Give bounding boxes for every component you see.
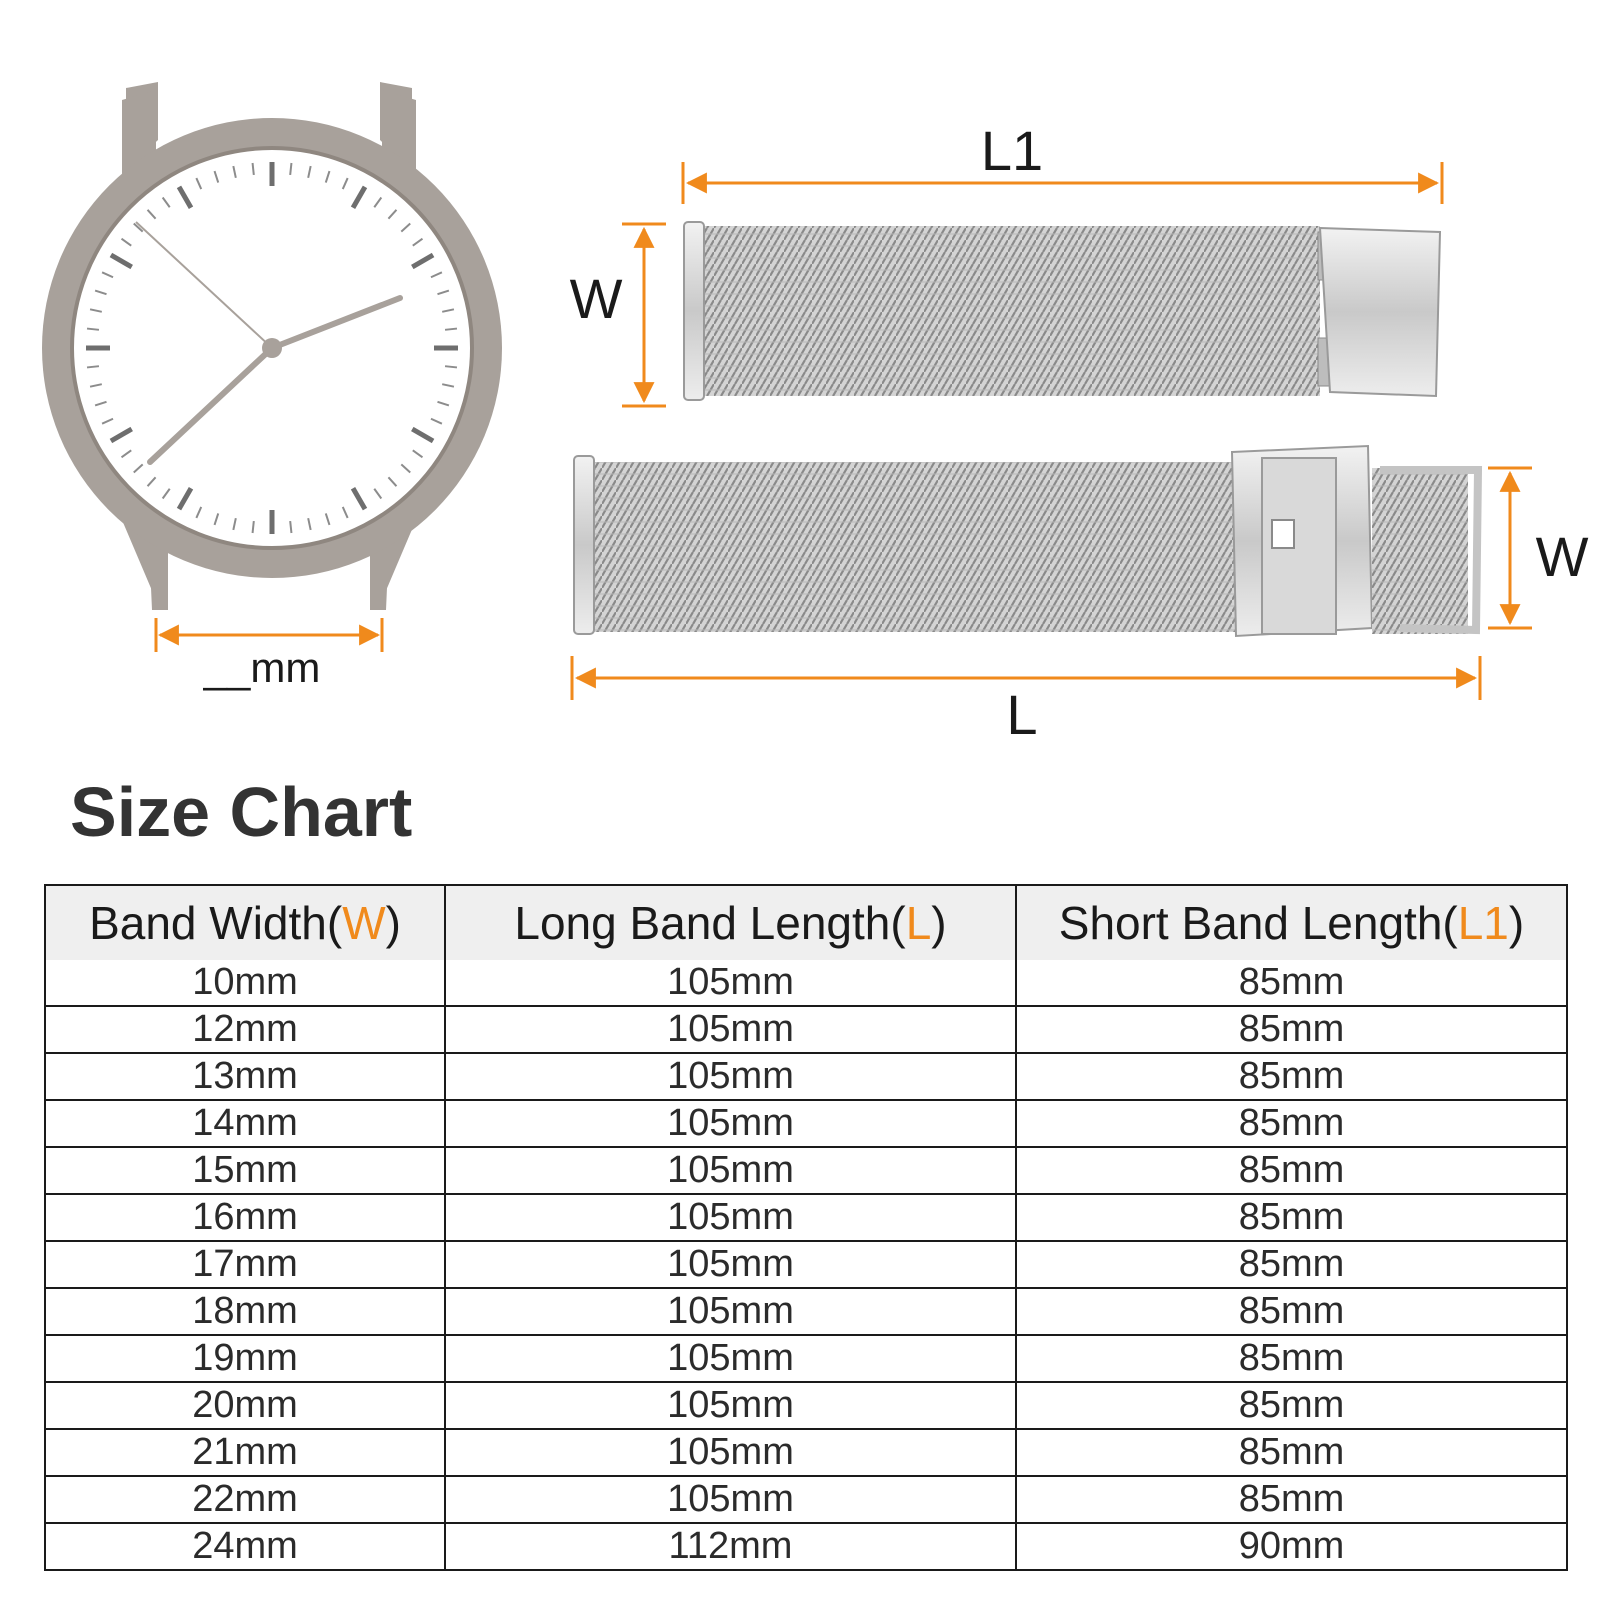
table-row bbox=[45, 1382, 1567, 1429]
header-long-band-length: Long Band Length(L) bbox=[445, 885, 1016, 960]
cell-band-width: 12mm bbox=[45, 1006, 445, 1053]
cell-long-band-length: 105mm bbox=[445, 1476, 1016, 1523]
cell-long-band-length: 105mm bbox=[445, 1147, 1016, 1194]
table-row bbox=[45, 960, 1567, 1006]
cell-band-width: 13mm bbox=[45, 1053, 445, 1100]
table-row bbox=[45, 1100, 1567, 1147]
cell-band-width: 20mm bbox=[45, 1382, 445, 1429]
cell-short-band-length: 85mm bbox=[1016, 1429, 1567, 1476]
table-row bbox=[45, 1006, 1567, 1053]
table-row bbox=[45, 1335, 1567, 1382]
cell-long-band-length: 105mm bbox=[445, 1288, 1016, 1335]
long-band-width-label: W bbox=[1535, 525, 1589, 588]
long-band bbox=[574, 446, 1478, 636]
cell-long-band-length: 105mm bbox=[445, 1006, 1016, 1053]
cell-short-band-length: 85mm bbox=[1016, 1147, 1567, 1194]
cell-short-band-length: 85mm bbox=[1016, 1006, 1567, 1053]
dial-tick bbox=[87, 366, 99, 367]
dial-tick bbox=[290, 521, 291, 533]
dial-tick bbox=[253, 521, 254, 533]
long-band-length-label: L bbox=[1006, 683, 1038, 746]
cell-long-band-length: 105mm bbox=[445, 1100, 1016, 1147]
cell-long-band-length: 105mm bbox=[445, 1194, 1016, 1241]
long-band-width-dimension bbox=[1488, 468, 1589, 628]
cell-short-band-length: 85mm bbox=[1016, 1335, 1567, 1382]
size-chart-table bbox=[44, 884, 1568, 1571]
cell-long-band-length: 105mm bbox=[445, 1429, 1016, 1476]
cell-short-band-length: 85mm bbox=[1016, 960, 1567, 1006]
cell-band-width: 24mm bbox=[45, 1523, 445, 1570]
table-row bbox=[45, 1147, 1567, 1194]
cell-short-band-length: 85mm bbox=[1016, 1194, 1567, 1241]
cell-short-band-length: 85mm bbox=[1016, 1241, 1567, 1288]
cell-long-band-length: 105mm bbox=[445, 1241, 1016, 1288]
short-band-width-dimension bbox=[570, 224, 666, 406]
header-band-width: Band Width(W) bbox=[45, 885, 445, 960]
size-chart-title: Size Chart bbox=[70, 773, 413, 851]
cell-long-band-length: 105mm bbox=[445, 1382, 1016, 1429]
cell-short-band-length: 90mm bbox=[1016, 1523, 1567, 1570]
cell-band-width: 19mm bbox=[45, 1335, 445, 1382]
dial-tick bbox=[445, 329, 457, 330]
table-row bbox=[45, 1429, 1567, 1476]
dial-tick bbox=[290, 163, 291, 175]
cell-short-band-length: 85mm bbox=[1016, 1382, 1567, 1429]
cell-band-width: 14mm bbox=[45, 1100, 445, 1147]
short-band-width-label: W bbox=[569, 267, 623, 330]
cell-band-width: 10mm bbox=[45, 960, 445, 1006]
cell-long-band-length: 112mm bbox=[445, 1523, 1016, 1570]
band-size-diagram bbox=[0, 0, 1600, 760]
cell-band-width: 22mm bbox=[45, 1476, 445, 1523]
watch-width-dimension bbox=[156, 618, 382, 691]
cell-band-width: 21mm bbox=[45, 1429, 445, 1476]
table-row bbox=[45, 1523, 1567, 1570]
cell-short-band-length: 85mm bbox=[1016, 1288, 1567, 1335]
header-short-band-length: Short Band Length(L1) bbox=[1016, 885, 1567, 960]
cell-long-band-length: 105mm bbox=[445, 1053, 1016, 1100]
cell-long-band-length: 105mm bbox=[445, 960, 1016, 1006]
cell-long-band-length: 105mm bbox=[445, 1335, 1016, 1382]
dial-tick bbox=[87, 329, 99, 330]
dial-tick bbox=[445, 366, 457, 367]
table-row bbox=[45, 1241, 1567, 1288]
cell-band-width: 15mm bbox=[45, 1147, 445, 1194]
cell-short-band-length: 85mm bbox=[1016, 1476, 1567, 1523]
cell-band-width: 17mm bbox=[45, 1241, 445, 1288]
short-band bbox=[684, 222, 1440, 400]
dial-tick bbox=[253, 163, 254, 175]
cell-short-band-length: 85mm bbox=[1016, 1100, 1567, 1147]
long-band-length-dimension bbox=[572, 656, 1480, 746]
short-band-length-dimension bbox=[683, 119, 1442, 204]
short-band-length-label: L1 bbox=[980, 119, 1044, 182]
cell-short-band-length: 85mm bbox=[1016, 1053, 1567, 1100]
table-row bbox=[45, 1476, 1567, 1523]
table-header-row bbox=[45, 885, 1567, 960]
table-row bbox=[45, 1053, 1567, 1100]
cell-band-width: 18mm bbox=[45, 1288, 445, 1335]
cell-band-width: 16mm bbox=[45, 1194, 445, 1241]
watch-width-label: __mm bbox=[203, 644, 321, 691]
table-row bbox=[45, 1194, 1567, 1241]
table-row bbox=[45, 1288, 1567, 1335]
watch-illustration bbox=[42, 82, 502, 610]
